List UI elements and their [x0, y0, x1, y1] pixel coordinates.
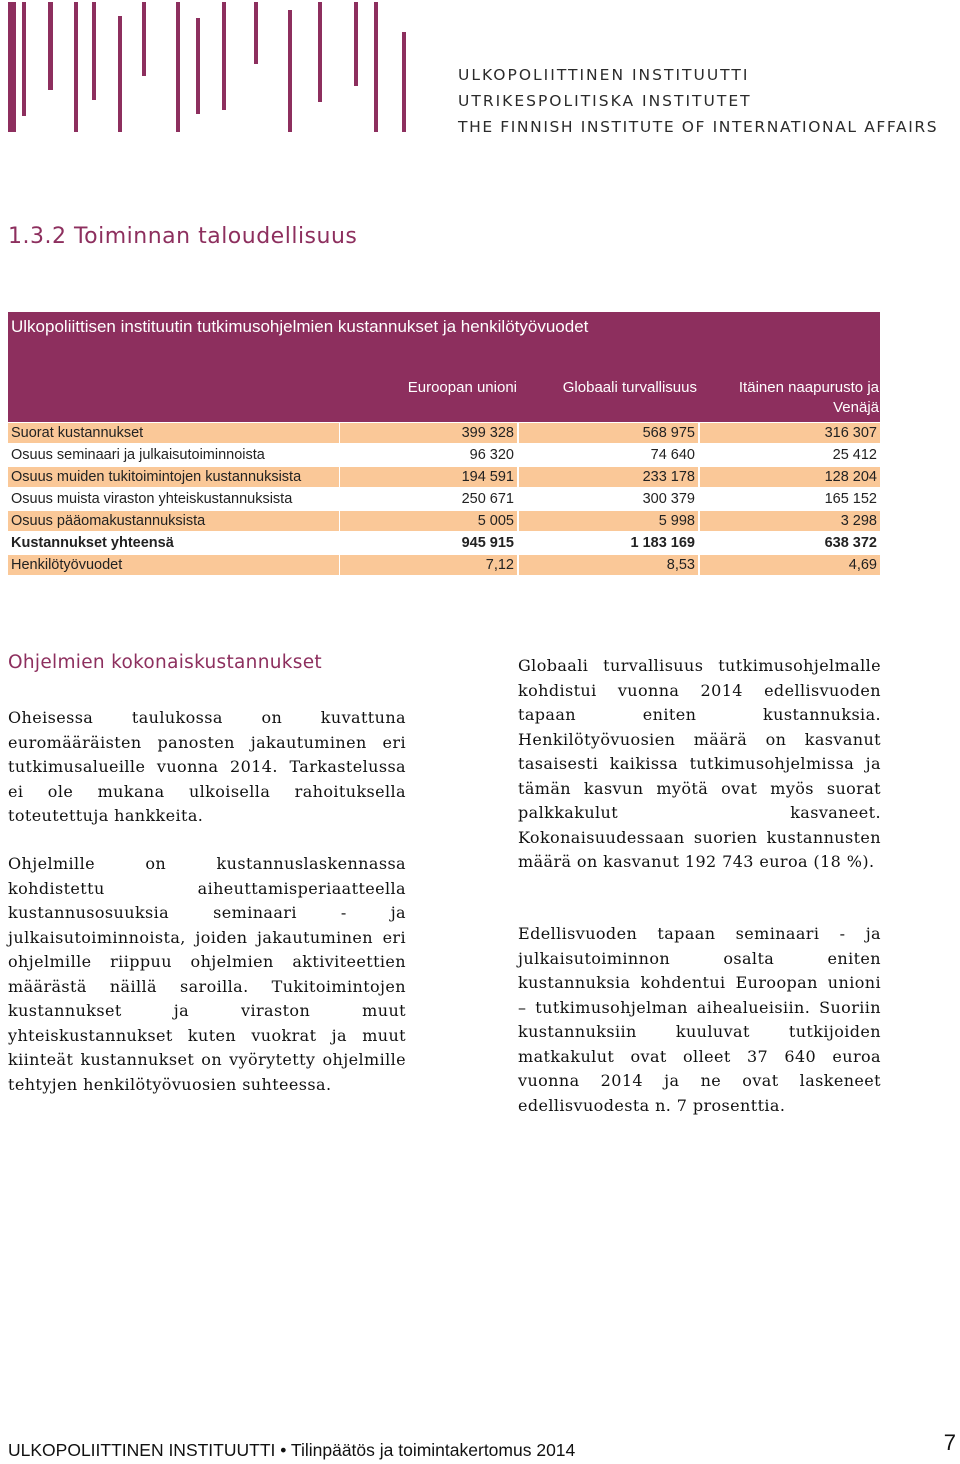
table-title: Ulkopoliittisen instituutin tutkimusohjelmien kustannukset ja henkilötyövuodet [11, 317, 589, 336]
cell-eu: 7,12 [340, 555, 517, 575]
institute-name-fi: ULKOPOLIITTINEN INSTITUUTTI [458, 66, 750, 84]
row-label: Osuus muista viraston yhteiskustannuksista [8, 489, 339, 509]
row-label: Osuus pääomakustannuksista [8, 511, 339, 531]
column-header-east-line1: Itäinen naapurusto ja [738, 379, 879, 396]
row-label: Henkilötyövuodet [8, 555, 339, 575]
paragraph-right-1: Globaali turvallisuus tutkimusohjelmalle kohdistui vuonna 2014 edellisvuoden tapaan eniten kustannuksia. Henkilötyövuosien määrä on kasvanut tasaisesti kaikissa tutkimusohjelmissa ja tämän kasvun myötä ovat myös suorat palkkakulut kasvaneet. Kokonaisuudessaan suorien kustannusten määrä on kasvanut 192 743 euroa (18 %). [518, 656, 881, 871]
logo-bar [196, 18, 200, 114]
table-row [8, 489, 880, 509]
column-header-east [739, 378, 879, 418]
table-row [8, 467, 880, 487]
logo-bar [288, 10, 292, 132]
cell-eu: 194 591 [340, 467, 517, 487]
paragraph-left-1: Oheisessa taulukossa on kuvattuna euromääräisten panosten jakautuminen eri tutkimusalueille vuonna 2014. Tarkastelussa ei ole mukana ulkoisella rahoituksella toteutettuja hankkeita. [8, 708, 406, 825]
cell-eu: 250 671 [340, 489, 517, 509]
logo-bar [74, 2, 78, 132]
row-label: Osuus muiden tukitoimintojen kustannuksista [8, 467, 339, 487]
cell-eu: 399 328 [340, 423, 517, 443]
logo-bar [22, 2, 26, 116]
logo-bar [48, 2, 53, 90]
cell-eu: 96 320 [340, 445, 517, 465]
cell-global: 5 998 [519, 511, 698, 531]
table-row [8, 423, 880, 443]
logo-bar [92, 2, 96, 100]
cell-global: 300 379 [519, 489, 698, 509]
column-header-eu: Euroopan unioni [407, 379, 517, 396]
column-header-east-line2: Venäjä [833, 399, 879, 416]
institute-logo [8, 2, 408, 134]
column-header-global: Globaali turvallisuus [562, 379, 697, 396]
institute-name-sv: UTRIKESPOLITISKA INSTITUTET [458, 92, 752, 110]
table-row [8, 445, 880, 465]
subheading: Ohjelmien kokonaiskustannukset [8, 652, 322, 673]
cell-east: 3 298 [700, 511, 880, 531]
row-label: Suorat kustannukset [8, 423, 339, 443]
logo-bar [142, 2, 146, 76]
cell-global: 8,53 [519, 555, 698, 575]
logo-bar [118, 16, 122, 132]
logo-bar [402, 32, 406, 132]
cell-eu: 945 915 [340, 533, 517, 553]
logo-bar [222, 2, 226, 110]
cell-east: 25 412 [700, 445, 880, 465]
logo-bar [254, 2, 258, 64]
cell-east: 165 152 [700, 489, 880, 509]
logo-bar [8, 2, 16, 132]
cell-global: 1 183 169 [519, 533, 698, 553]
table-row [8, 555, 880, 575]
row-label: Kustannukset yhteensä [8, 533, 339, 553]
section-title: 1.3.2 Toiminnan taloudellisuus [8, 224, 358, 249]
table-row [8, 511, 880, 531]
paragraph-left-2: Ohjelmille on kustannuslaskennassa kohdistettu aiheuttamisperiaatteella kustannusosuuksia seminaari - ja julkaisutoiminnoista, joiden jakautuminen eri ohjelmille riippuu ohjelmien aktiviteettien määrästä näillä saroilla. Tukitoimintojen kustannukset ja viraston muut yhteiskustannukset kuten vuokrat ja muut kiinteät kustannukset on vyörytetty ohjelmille tehtyjen henkilötyövuosien suhteessa. [8, 854, 406, 1094]
cell-eu: 5 005 [340, 511, 517, 531]
cell-global: 568 975 [519, 423, 698, 443]
cell-east: 638 372 [700, 533, 880, 553]
institute-name-en: THE FINNISH INSTITUTE OF INTERNATIONAL AFFAIRS [458, 118, 939, 136]
logo-bar [354, 2, 358, 86]
logo-bar [318, 2, 322, 102]
page-number: 7 [943, 1430, 956, 1455]
cell-east: 128 204 [700, 467, 880, 487]
logo-bar [176, 2, 180, 132]
logo-bar [374, 2, 378, 132]
footer-text: ULKOPOLIITTINEN INSTITUUTTI • Tilinpäätös ja toimintakertomus 2014 [8, 1440, 576, 1460]
paragraph-right-2: Edellisvuoden tapaan seminaari - ja julkaisutoiminnon osalta eniten kustannuksia kohdentui Euroopan unioni – tutkimusohjelman aihealueisiin. Suoriin kustannuksiin kuuluvat tutkijoiden matkakulut ovat olleet 37 640 euroa vuonna 2014 ja ne ovat laskeneet edellisvuodesta n. 7 prosenttia. [518, 924, 881, 1115]
row-label: Osuus seminaari ja julkaisutoiminnoista [8, 445, 339, 465]
table-row-total [8, 533, 880, 553]
cell-east: 4,69 [700, 555, 880, 575]
cell-east: 316 307 [700, 423, 880, 443]
cell-global: 74 640 [519, 445, 698, 465]
cell-global: 233 178 [519, 467, 698, 487]
